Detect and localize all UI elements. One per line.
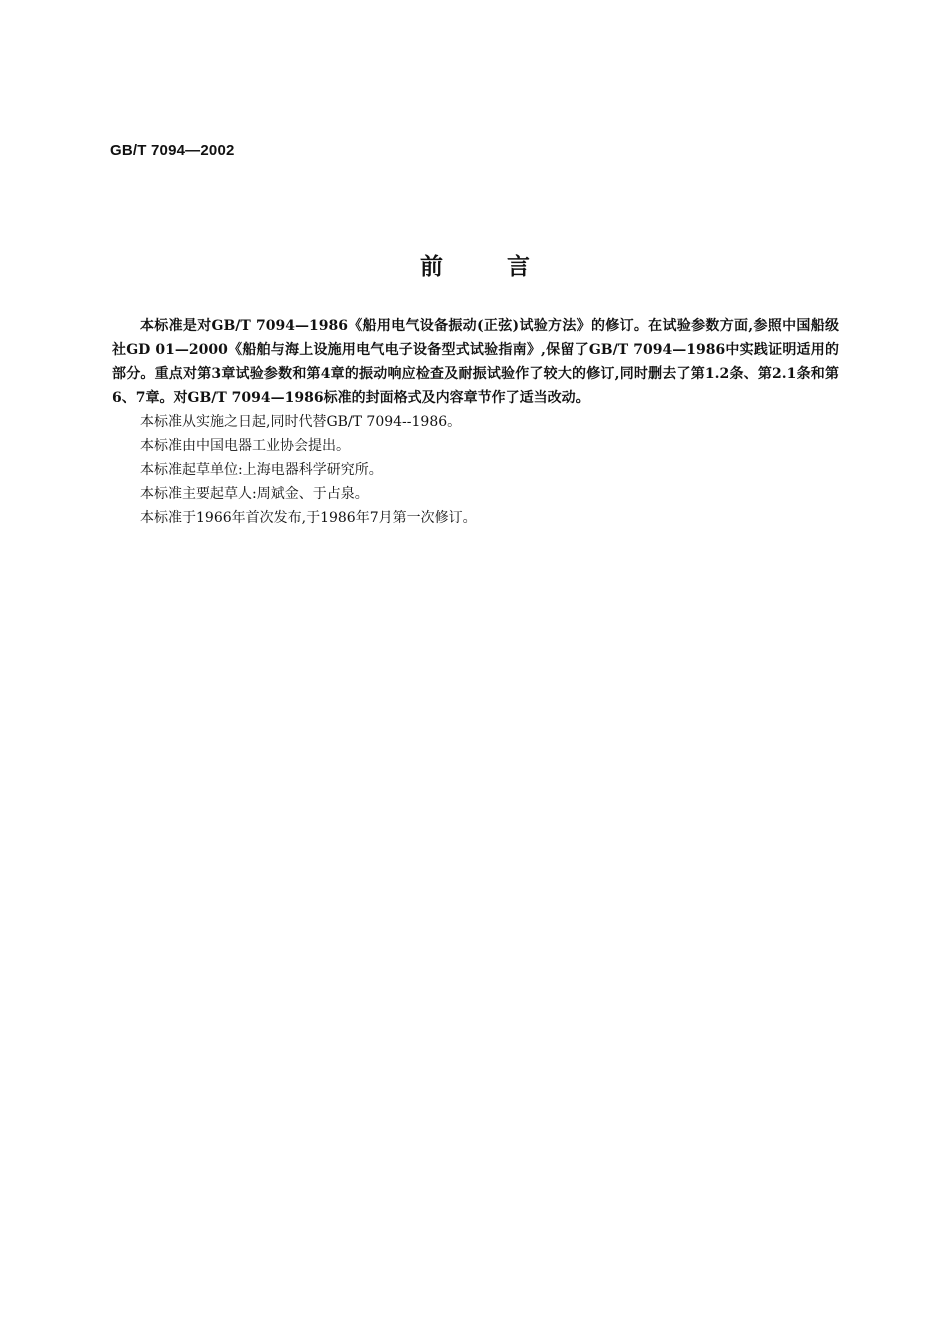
paragraph-drafters: 本标准主要起草人:周斌金、于占泉。 (140, 486, 369, 502)
paragraph-drafting-unit: 本标准起草单位:上海电器科学研究所。 (140, 462, 383, 478)
section-title: 前言 (420, 253, 594, 280)
paragraph-history: 本标准于1966年首次发布,于1986年7月第一次修订。 (140, 510, 477, 526)
paragraph-proposer: 本标准由中国电器工业协会提出。 (140, 438, 350, 454)
foreword-body (112, 314, 839, 530)
paragraph-replacement: 本标准从实施之日起,同时代替GB/T 7094--1986。 (140, 414, 462, 430)
standard-code: GB/T 7094—2002 (110, 142, 235, 159)
paragraph-revision-summary: 本标准是对GB/T 7094—1986《船用电气设备振动(正弦)试验方法》的修订。在试验参数方面,参照中国船级社GD 01—2000《船舶与海上设施用电气电子设备型式试验指南》,保留了GB/T 7094—1986中实践证明适用的部分。重点对第3章试验参数和第4章的振动响应检查及耐振试验作了较大的修订,同时删去了第1.2条、第2.1条和第6、7章。对GB/T 7094—1986标准的封面格式及内容章节作了适当改动。 (112, 318, 839, 406)
